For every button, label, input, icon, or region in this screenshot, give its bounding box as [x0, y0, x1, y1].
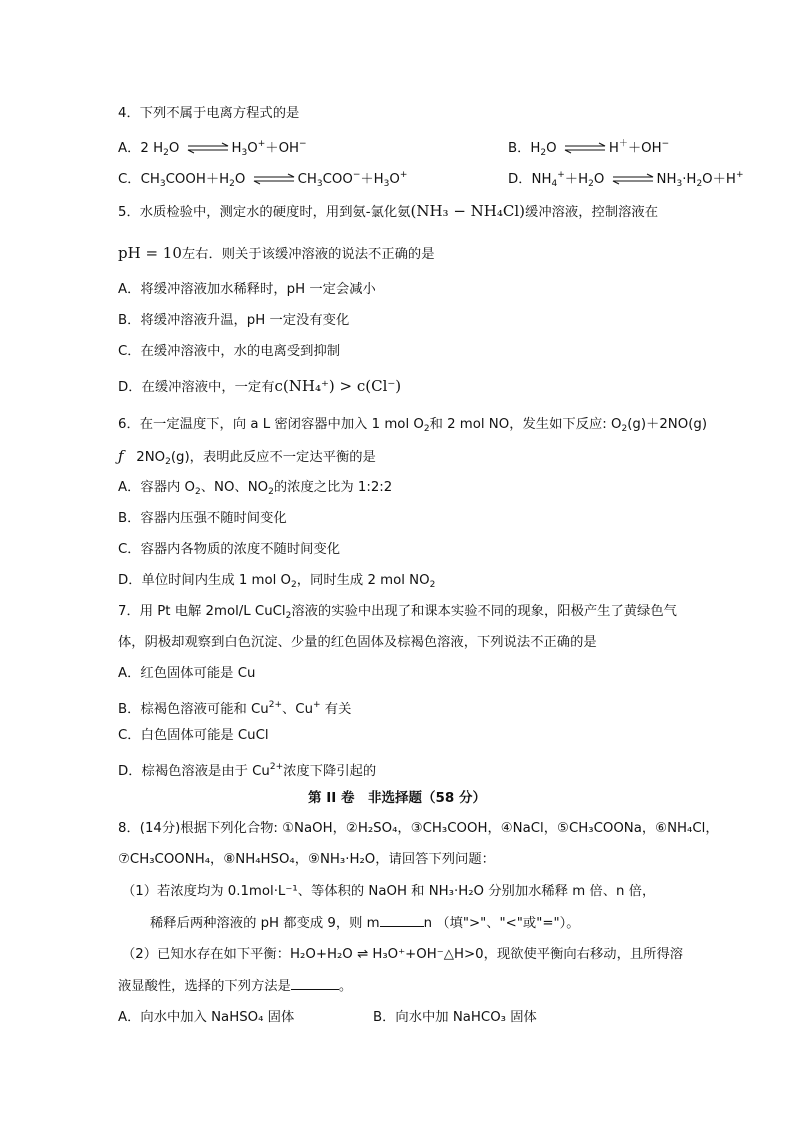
q4-option-c: C．$CH_3COOH+H_2O$ $CH_3COO^-+H_3O^+$ — [118, 170, 408, 189]
q5-option-c: C．在缓冲溶液中，水的电离受到抑制 — [118, 344, 341, 359]
q7-option-b: B．棕褐色溶液可能和 $Cu^{2+}$、Cu+ 有关 — [118, 700, 352, 717]
q5-option-d: D．在缓冲溶液中，一定有c(NH₄⁺) > c(Cl⁻) — [118, 377, 402, 395]
q5-stem-line2: pH = 10左右．则关于该缓冲溶液的说法不正确的是 — [118, 244, 435, 262]
q7-option-a: A．红色固体可能是 Cu — [118, 666, 256, 681]
q4-options-cd — [118, 165, 744, 194]
q5-option-b: B．将缓冲溶液升温，pH 一定没有变化 — [118, 313, 350, 328]
q5-option-a: A．将缓冲溶液加水稀释时，pH 一定会减小 — [118, 282, 376, 297]
q8-part2-line2: 液显酸性，选择的下列方法是 。 — [118, 976, 352, 997]
q6-option-c: C．容器内各物质的浓度不随时间变化 — [118, 542, 341, 557]
equilibrium-arrow-icon — [611, 173, 655, 185]
q4-option-d: D．$NH_4^++H_2O$ $NH_3\cdot H_2O+H^+$ — [508, 170, 744, 189]
q6-stem-line1: 6．在一定温度下，向 a L 密闭容器中加入 1 mol $O_2$和 2 mol NO，发生如下反应: $O_2(g)+2NO(g)$ — [118, 417, 708, 434]
q4-options-ab — [118, 134, 670, 163]
q7-stem-line1: 7．用 Pt 电解 2mol/L CuCl$_2$溶液的实验中出现了和课本实验不同的现象，阳极产生了黄绿色气 — [118, 604, 677, 621]
q8-part1-line2: 稀释后两种溶液的 pH 都变成 9，则 m n （填">"、"<"或"="）。 — [150, 913, 580, 934]
equilibrium-arrow-icon — [252, 173, 296, 185]
q6-option-a: A．容器内 $O_2$、NO、$NO_2$的浓度之比为 1:2:2 — [118, 480, 393, 497]
q6-option-b: B．容器内压强不随时间变化 — [118, 511, 287, 526]
q8-stem-line2: ⑦CH₃COONH₄，⑧NH₄HSO₄，⑨NH₃·H₂O，请回答下列问题： — [118, 852, 495, 867]
answer-blank[interactable] — [380, 913, 424, 927]
answer-blank[interactable] — [291, 976, 339, 990]
q6-stem-line2: ƒ $2NO_2(g)$，表明此反应不一定达平衡的是 — [118, 447, 376, 467]
equilibrium-arrow-icon — [563, 142, 607, 154]
section-title: 第 II 卷 非选择题（58 分） — [308, 790, 486, 806]
q8-option-a: A．向水中加入 NaHSO₄ 固体 — [118, 1010, 295, 1025]
q8-option-b: B．向水中加 NaHCO₃ 固体 — [373, 1010, 537, 1025]
q5-stem-line1: 5．水质检验中，测定水的硬度时，用到氨-氯化氨(NH₃ − NH₄Cl)缓冲溶液，控制溶液在 — [118, 202, 658, 220]
q8-stem-line1: 8．(14分)根据下列化合物: ①NaOH，②H₂SO₄，③CH₃COOH，④NaCl，⑤CH₃COONa，⑥NH₄Cl， — [118, 821, 719, 836]
q6-option-d: D．单位时间内生成 1 mol $O_2$，同时生成 2 mol $NO_2$ — [118, 573, 436, 590]
q8-options — [118, 1008, 537, 1028]
q8-part2-line1: （2）已知水存在如下平衡：H₂O+H₂O ⇌ H₃O⁺+OH⁻△H>0，现欲使平衡向右移动，且所得溶 — [122, 947, 684, 962]
q8-part1-line1: （1）若浓度均为 0.1mol·L⁻¹、等体积的 NaOH 和 NH₃·H₂O 分别加水稀释 m 倍、n 倍， — [122, 884, 656, 899]
q7-option-d: D．棕褐色溶液是由于 $Cu^{2+}$浓度下降引起的 — [118, 762, 377, 779]
equilibrium-arrow-icon — [186, 142, 230, 154]
q4-option-b: B．$H_2O$ H＋＋OH− — [508, 139, 670, 158]
q4-stem: 4．下列不属于电离方程式的是 — [118, 106, 300, 121]
q7-stem-line2: 体，阴极却观察到白色沉淀、少量的红色固体及棕褐色溶液，下列说法不正确的是 — [118, 635, 597, 650]
q7-option-c: C．白色固体可能是 CuCl — [118, 728, 269, 743]
q4-option-a: A．2 $H_2O$ $H_3O^++OH^-$ — [118, 139, 307, 158]
